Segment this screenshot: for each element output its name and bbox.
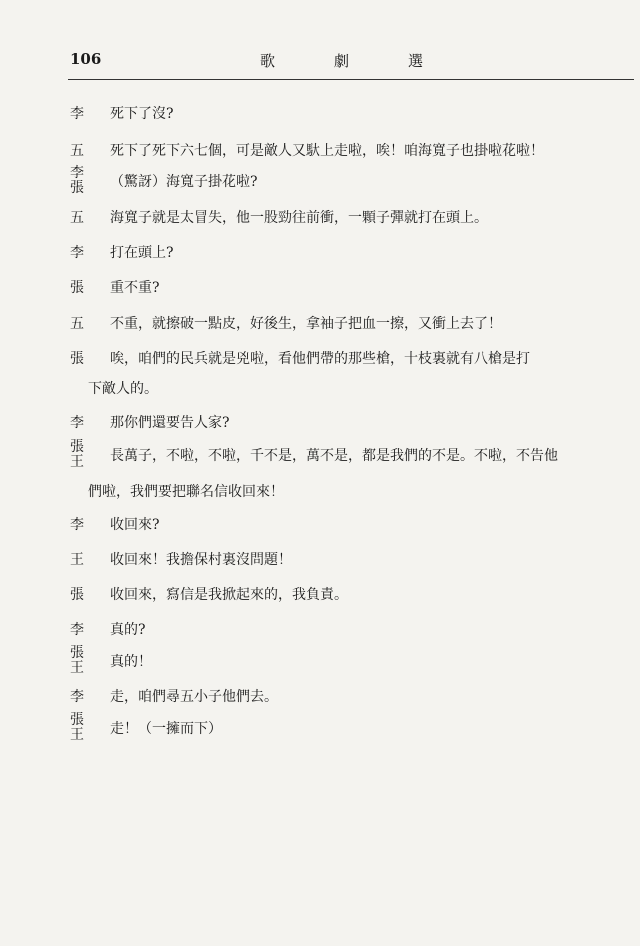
dialogue-text: 收回來，寫信是我掀起來的，我負責。 — [110, 587, 348, 603]
dialogue-text: 走，咱們尋五小子他們去。 — [110, 689, 278, 705]
speaker-name: 張 — [70, 645, 84, 661]
dialogue-text: 長萬子，不啦，不啦，千不是，萬不是，都是我們的不是。不啦，不告他 — [110, 448, 558, 464]
speaker-name: 李 — [70, 622, 84, 638]
speaker-name: 五 — [70, 143, 84, 159]
speaker-name: 李 — [70, 415, 84, 431]
speaker-name: 李 — [70, 517, 84, 533]
speaker-name: 張 — [70, 280, 84, 296]
speaker-name: 張 — [70, 587, 84, 603]
speaker-name: 王 — [70, 660, 84, 676]
dialogue-text: 死下了死下六七個，可是敵人又馱上走啦，唉！咱海寬子也掛啦花啦！ — [110, 143, 544, 159]
speaker-name: 王 — [70, 727, 84, 743]
dialogue-text: 真的！ — [110, 654, 152, 670]
dialogue-text: 打在頭上? — [110, 245, 174, 261]
dialogue-text: 唉，咱們的民兵就是兇啦，看他們帶的那些槍，十枝裏就有八槍是打 — [110, 351, 530, 367]
speaker-name: 李 — [70, 106, 84, 122]
page-header — [70, 50, 630, 76]
speaker-name: 李 — [70, 689, 84, 705]
dialogue-text: 死下了沒? — [110, 106, 174, 122]
speaker-name: 張 — [70, 439, 84, 455]
title-char: 選 — [408, 52, 426, 70]
speaker-name: 五 — [70, 210, 84, 226]
dialogue-text: 真的? — [110, 622, 146, 638]
dialogue-text: 走！（一擁而下） — [110, 721, 222, 737]
speaker-name: 五 — [70, 316, 84, 332]
title-char: 歌 — [260, 52, 278, 70]
book-title — [260, 50, 482, 71]
speaker-name: 李 — [70, 245, 84, 261]
dialogue-text: 那你們還要告人家? — [110, 415, 230, 431]
dialogue-text: 收回來！我擔保村裏沒問題！ — [110, 552, 292, 568]
dialogue-continuation: 們啦，我們要把聯名信收回來！ — [88, 484, 284, 500]
page-number: 106 — [70, 50, 102, 68]
dialogue-text: （驚訝）海寬子掛花啦? — [110, 174, 258, 190]
title-char: 劇 — [334, 52, 352, 70]
speaker-name: 張 — [70, 712, 84, 728]
dialogue-text: 不重，就擦破一點皮，好後生，拿袖子把血一擦，又衝上去了！ — [110, 316, 502, 332]
dialogue-text: 重不重? — [110, 280, 160, 296]
speaker-name: 王 — [70, 454, 84, 470]
speaker-name: 張 — [70, 351, 84, 367]
dialogue-text: 海寬子就是太冒失，他一股勁往前衝，一顆子彈就打在頭上。 — [110, 210, 488, 226]
speaker-name: 張 — [70, 180, 84, 196]
dialogue-continuation: 下敵人的。 — [88, 381, 158, 397]
speaker-name: 王 — [70, 552, 84, 568]
header-rule — [68, 79, 634, 80]
speaker-name: 李 — [70, 165, 84, 181]
dialogue-text: 收回來? — [110, 517, 160, 533]
